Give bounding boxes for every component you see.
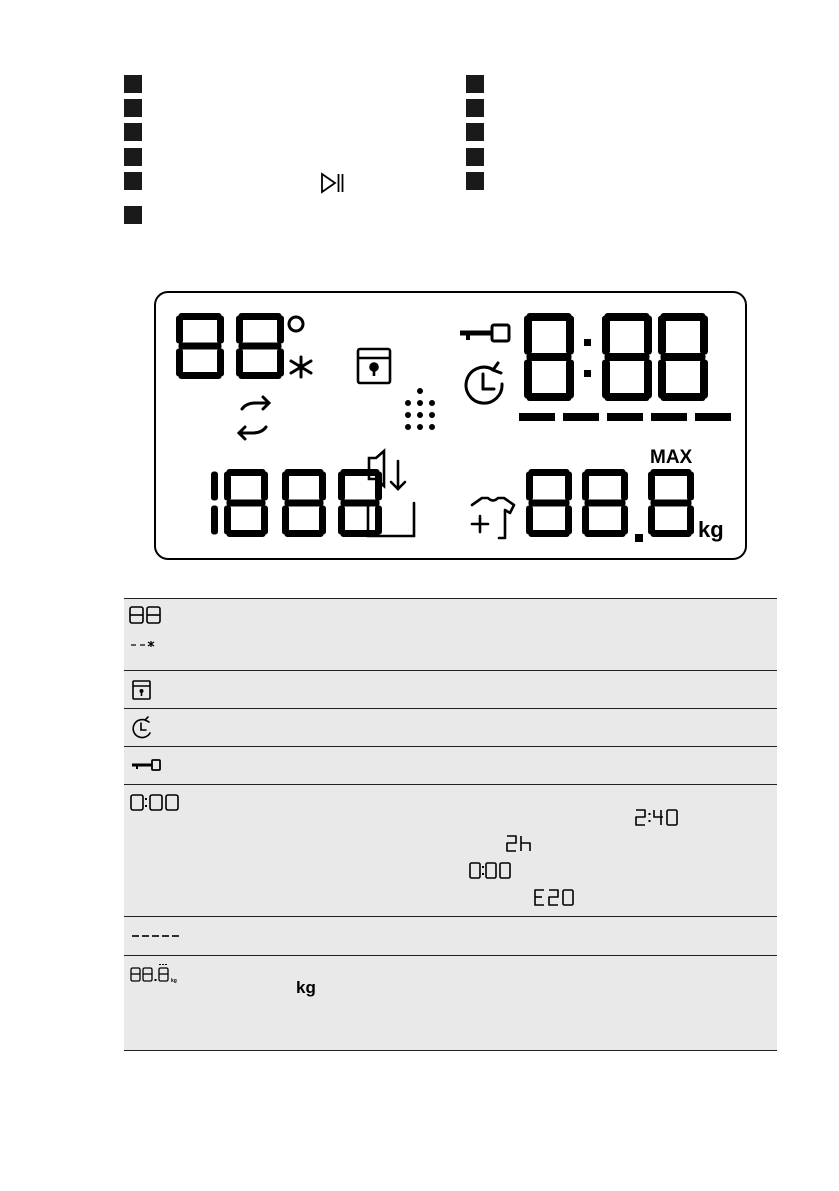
- child-lock-key-icon: [128, 751, 168, 781]
- table-row: [124, 598, 777, 670]
- time-digit-1-seg-c: [644, 360, 652, 399]
- temp-digit-0-seg-e: [176, 349, 183, 377]
- time-digit-2-seg-a: [661, 313, 706, 321]
- time-digit-0-seg-e: [524, 360, 532, 399]
- time-digit-0-seg-d: [527, 393, 572, 401]
- max-label: MAX: [650, 447, 693, 468]
- time-digit-1-seg-g: [605, 353, 650, 361]
- time-digit-1-seg-f: [602, 316, 610, 355]
- weight-digit-2-seg-g: [651, 500, 692, 507]
- time-digit-0-seg-b: [566, 316, 574, 355]
- weight-digit-2-seg-a: [651, 469, 692, 476]
- time-digit-2-seg-f: [658, 316, 666, 355]
- temp-digit-0-seg-g: [179, 343, 222, 350]
- time-digit-0-seg-f: [524, 316, 532, 355]
- progress-dash-3: [607, 413, 643, 421]
- weight-digit-0-seg-g: [529, 500, 570, 507]
- spin-digit-0-seg-c: [211, 506, 218, 535]
- progress-dash-5: [695, 413, 731, 421]
- time-digit-2-seg-e: [658, 360, 666, 399]
- weight-digit-2-seg-e: [648, 506, 655, 535]
- temp-digit-1-seg-d: [239, 372, 282, 379]
- legend-square-right-2: [466, 99, 484, 117]
- weight-digit-1-seg-d: [585, 530, 626, 537]
- temp-digit-1-seg-b: [277, 316, 284, 344]
- weight-digit-2-seg-f: [648, 472, 655, 501]
- time-digit-0-seg-a: [527, 313, 572, 321]
- progress-dash-4: [651, 413, 687, 421]
- temp-digit-1-seg-e: [236, 349, 243, 377]
- example-error-e20: [532, 887, 578, 909]
- weight-digit-2-seg-b: [687, 472, 694, 501]
- spin-digit-2-seg-d: [285, 530, 324, 537]
- legend-square-left-1: [124, 75, 142, 93]
- table-row: [124, 708, 777, 746]
- table-row: [124, 670, 777, 708]
- temp-digit-0-seg-f: [176, 316, 183, 344]
- weight-digit-0-seg-d: [529, 530, 570, 537]
- legend-square-left-3: [124, 123, 142, 141]
- progress-dash-bars: [519, 413, 731, 421]
- spin-digit-2-seg-e: [282, 506, 289, 535]
- weight-digit-1-seg-b: [621, 472, 628, 501]
- spin-digit-3-seg-b: [375, 472, 382, 501]
- start-pause-icon: [320, 172, 346, 194]
- lcd-display-panel: [154, 291, 747, 561]
- example-time-2-40: [634, 807, 680, 829]
- delay-start-icon: [128, 713, 158, 743]
- time-digit-2-seg-g: [661, 353, 706, 361]
- decimal-point: [635, 534, 643, 542]
- spin-digit-3-seg-a: [341, 469, 380, 476]
- temp-digit-1-seg-a: [239, 313, 282, 320]
- legend-square-left-5: [124, 172, 142, 190]
- table-row: [124, 955, 777, 1051]
- time-digit-1-seg-b: [644, 316, 652, 355]
- temperature-display-icon: [128, 603, 178, 655]
- legend-square-right-5: [466, 172, 484, 190]
- spin-digit-2-seg-g: [285, 500, 324, 507]
- door-lock-icon: [128, 675, 158, 705]
- temp-digit-1-seg-g: [239, 343, 282, 350]
- spin-digit-1-seg-g: [227, 500, 266, 507]
- table-row: [124, 746, 777, 784]
- weight-digit-1-seg-g: [585, 500, 626, 507]
- temp-digit-0-seg-d: [179, 372, 222, 379]
- progress-dash-2: [563, 413, 599, 421]
- legend-square-left-4: [124, 148, 142, 166]
- svg-text:kg: kg: [171, 978, 177, 984]
- spin-digit-1-seg-b: [261, 472, 268, 501]
- spin-digit-3-seg-f: [338, 472, 345, 501]
- spin-digit-1-seg-a: [227, 469, 266, 476]
- weight-display-icon: [128, 960, 188, 990]
- spin-digit-1-seg-e: [224, 506, 231, 535]
- legend-square-left-6: [124, 206, 142, 224]
- table-row: [124, 916, 777, 955]
- spin-digit-2-seg-f: [282, 472, 289, 501]
- weight-digit-0-seg-f: [526, 472, 533, 501]
- time-digit-2-seg-c: [700, 360, 708, 399]
- weight-digit-1-seg-f: [582, 472, 589, 501]
- weight-digit-0-seg-a: [529, 469, 570, 476]
- spin-digit-0-seg-b: [211, 472, 218, 501]
- time-digit-2-seg-d: [661, 393, 706, 401]
- spin-digit-3-seg-e: [338, 506, 345, 535]
- time-digit-1-seg-e: [602, 360, 610, 399]
- time-digit-0-seg-c: [566, 360, 574, 399]
- time-digit-1-seg-d: [605, 393, 650, 401]
- weight-digit-0-seg-b: [565, 472, 572, 501]
- weight-digit-0-seg-e: [526, 506, 533, 535]
- time-display-icon: [128, 789, 184, 817]
- kg-label: kg: [698, 517, 724, 542]
- weight-digit-1-seg-e: [582, 506, 589, 535]
- dash-bars-icon: [128, 921, 188, 951]
- legend-square-right-4: [466, 148, 484, 166]
- example-time-0-00: [468, 860, 514, 882]
- spin-digit-2-seg-b: [319, 472, 326, 501]
- weight-digit-1-seg-a: [585, 469, 626, 476]
- legend-square-right-3: [466, 123, 484, 141]
- legend-square-left-2: [124, 99, 142, 117]
- spin-digit-3-seg-g: [341, 500, 380, 507]
- spin-digit-2-seg-a: [285, 469, 324, 476]
- legend-square-right-1: [466, 75, 484, 93]
- spin-digit-1-seg-d: [227, 530, 266, 537]
- spin-digit-1-seg-f: [224, 472, 231, 501]
- temp-digit-0-seg-b: [217, 316, 224, 344]
- temp-digit-1-seg-f: [236, 316, 243, 344]
- time-digit-2-seg-b: [700, 316, 708, 355]
- kg-unit-label: kg: [296, 978, 316, 997]
- temp-digit-0-seg-a: [179, 313, 222, 320]
- example-time-2h: [505, 833, 539, 855]
- time-digit-0-seg-g: [527, 353, 572, 361]
- table-row: [124, 784, 777, 916]
- time-digit-1-seg-a: [605, 313, 650, 321]
- progress-dash-1: [519, 413, 555, 421]
- weight-digit-2-seg-d: [651, 530, 692, 537]
